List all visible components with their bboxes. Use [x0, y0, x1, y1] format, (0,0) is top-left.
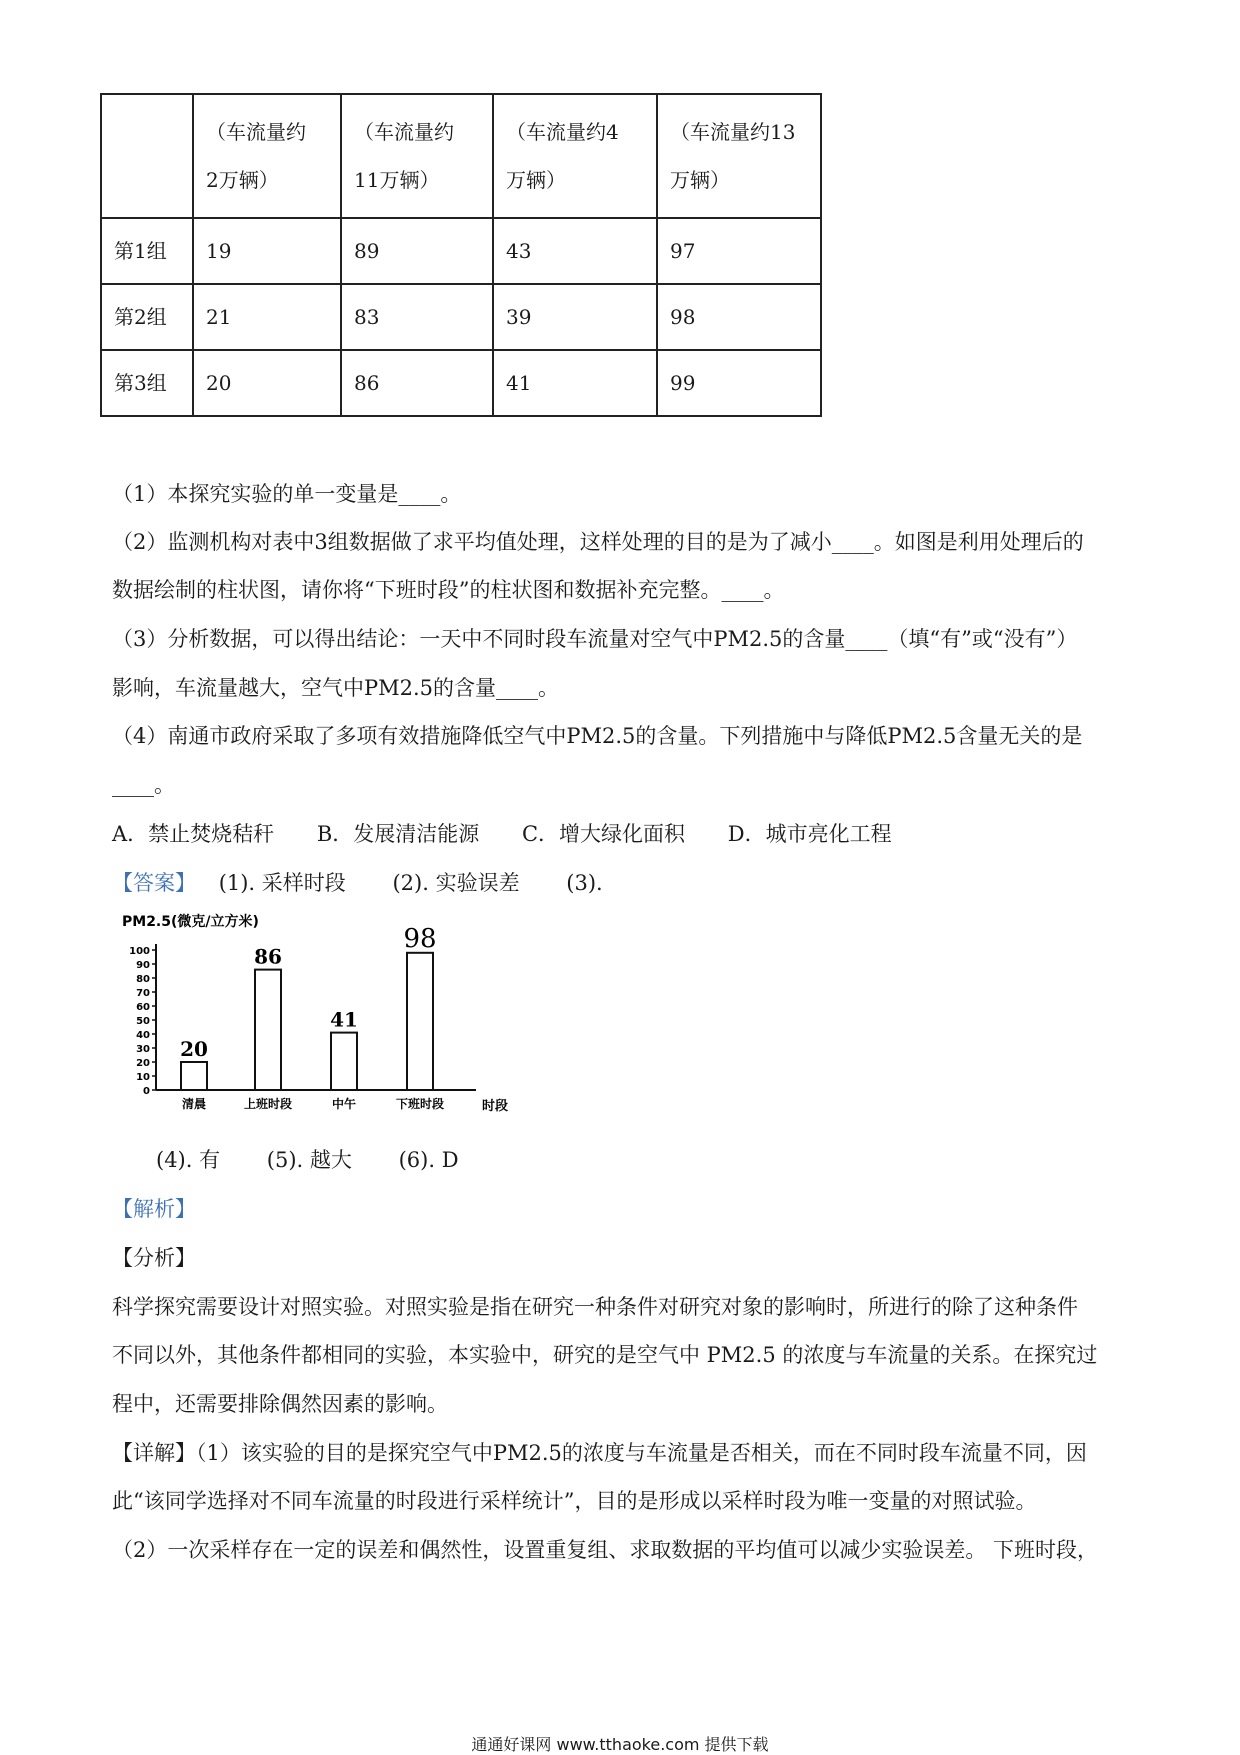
header-text: （车流量约 2万辆）	[206, 120, 306, 192]
table-row	[101, 350, 821, 416]
option-a: A．禁止焚烧秸秆	[112, 822, 275, 846]
question-3-line-1: （3）分析数据，可以得出结论：一天中不同时段车流量对空气中PM2.5的含量____（填“有”或“没有”）	[112, 627, 1078, 651]
analysis-sub-label: 【分析】	[112, 1246, 196, 1270]
table-cell: 21	[193, 284, 341, 350]
answer-line-2	[156, 1145, 499, 1175]
y-tick-label: 90	[136, 960, 150, 971]
question-1: （1）本探究实验的单一变量是____。	[112, 482, 462, 506]
option-b: B．发展清洁能源	[316, 822, 480, 846]
table-cell: 第1组	[101, 218, 193, 284]
y-tick-label: 40	[136, 1030, 150, 1041]
table-cell: 第3组	[101, 350, 193, 416]
y-tick-label: 100	[129, 946, 150, 957]
y-tick-label: 30	[136, 1044, 150, 1055]
bar-上班时段	[255, 970, 281, 1090]
header-text: （车流量约13 万辆）	[670, 120, 796, 192]
answer-item: (6). D	[398, 1148, 459, 1172]
analysis-paragraph-line-3: 程中，还需要排除偶然因素的影响。	[112, 1392, 448, 1416]
chart-bars	[181, 953, 433, 1090]
table-header-cell	[341, 94, 493, 218]
chart-bar-labels	[180, 924, 436, 1061]
detail-line-1	[112, 1438, 1087, 1468]
y-tick-label: 0	[143, 1086, 150, 1097]
question-2-line-2: 数据绘制的柱状图，请你将“下班时段”的柱状图和数据补充完整。____。	[112, 578, 785, 602]
question-3-line-2: 影响，车流量越大，空气中PM2.5的含量____。	[112, 676, 560, 700]
analysis-paragraph-line-2: 不同以外，其他条件都相同的实验，本实验中，研究的是空气中 PM2.5 的浓度与车流量的关系。在探究过	[112, 1343, 1098, 1367]
question-4-line-1: （4）南通市政府采取了多项有效措施降低空气中PM2.5的含量。下列措施中与降低PM2.5含量无关的是	[112, 724, 1083, 748]
table-cell: 97	[657, 218, 821, 284]
x-tick-labels	[182, 1096, 444, 1111]
bar-清晨	[181, 1062, 207, 1090]
x-tick-label: 上班时段	[243, 1097, 293, 1111]
answer-item: (1). 采样时段	[218, 871, 346, 895]
bar-value-label: 86	[254, 944, 282, 969]
table-cell: 83	[341, 284, 493, 350]
y-tick-label: 70	[136, 988, 150, 999]
bar-value-label: 41	[330, 1007, 358, 1032]
table-cell: 39	[493, 284, 657, 350]
table-row	[101, 284, 821, 350]
y-axis-label: PM2.5(微克/立方米)	[122, 914, 259, 930]
y-tick-label: 10	[136, 1072, 150, 1083]
table-cell: 41	[493, 350, 657, 416]
answer-item: (5). 越大	[266, 1148, 352, 1172]
pm25-data-table	[100, 93, 822, 417]
header-text: （车流量约 11万辆）	[354, 120, 454, 192]
answer-line	[112, 868, 643, 898]
analysis-label: 【解析】	[112, 1197, 196, 1221]
header-text: （车流量约4 万辆）	[506, 120, 619, 192]
bar-value-label: 98	[403, 923, 437, 954]
answer-item: (4). 有	[156, 1148, 221, 1172]
table-header-cell	[193, 94, 341, 218]
question-4-options	[112, 819, 928, 849]
table-cell: 98	[657, 284, 821, 350]
detail-label: 【详解】	[112, 1441, 196, 1465]
table-cell: 99	[657, 350, 821, 416]
table-cell: 89	[341, 218, 493, 284]
answer-item: (2). 实验误差	[392, 871, 520, 895]
x-tick-label: 清晨	[181, 1097, 207, 1111]
pm25-bar-chart	[118, 908, 528, 1130]
table-cell: 86	[341, 350, 493, 416]
y-tick-labels	[129, 946, 156, 1097]
question-4-line-2: ____。	[112, 773, 175, 797]
detail-line-3: （2）一次采样存在一定的误差和偶然性，设置重复组、求取数据的平均值可以减少实验误差。 下班时段，	[112, 1538, 1099, 1562]
detail-text: （1）该实验的目的是探究空气中PM2.5的浓度与车流量是否相关，而在不同时段车流量不同，因	[196, 1441, 1087, 1465]
table-cell: 第2组	[101, 284, 193, 350]
y-tick-label: 60	[136, 1002, 150, 1013]
question-2-line-1: （2）监测机构对表中3组数据做了求平均值处理，这样处理的目的是为了减小____。如图是利用处理后的	[112, 530, 1084, 554]
table-header-cell	[101, 94, 193, 218]
table-header-cell	[493, 94, 657, 218]
option-d: D．城市亮化工程	[727, 822, 892, 846]
bar-中午	[331, 1033, 357, 1090]
table-cell: 19	[193, 218, 341, 284]
x-axis-label: 时段	[482, 1099, 509, 1114]
page-footer: 通通好课网 www.tthaoke.com 提供下载	[471, 1735, 769, 1754]
option-c: C．增大绿化面积	[521, 822, 686, 846]
y-tick-label: 20	[136, 1058, 150, 1069]
table-header-row	[101, 94, 821, 218]
y-tick-label: 80	[136, 974, 150, 985]
answer-item: (3).	[566, 871, 603, 895]
bar-value-label: 20	[180, 1037, 208, 1061]
x-tick-label: 下班时段	[395, 1097, 445, 1111]
table-header-cell	[657, 94, 821, 218]
analysis-paragraph-line-1: 科学探究需要设计对照实验。对照实验是指在研究一种条件对研究对象的影响时，所进行的除了这种条件	[112, 1295, 1078, 1319]
table-row	[101, 218, 821, 284]
table-cell: 43	[493, 218, 657, 284]
detail-line-2: 此“该同学选择对不同车流量的时段进行采样统计”，目的是形成以采样时段为唯一变量的对照试验。	[112, 1489, 1037, 1513]
table-cell: 20	[193, 350, 341, 416]
y-tick-label: 50	[136, 1016, 150, 1027]
x-tick-label: 中午	[331, 1097, 357, 1111]
bar-下班时段	[407, 953, 433, 1090]
answer-label: 【答案】	[112, 871, 196, 895]
